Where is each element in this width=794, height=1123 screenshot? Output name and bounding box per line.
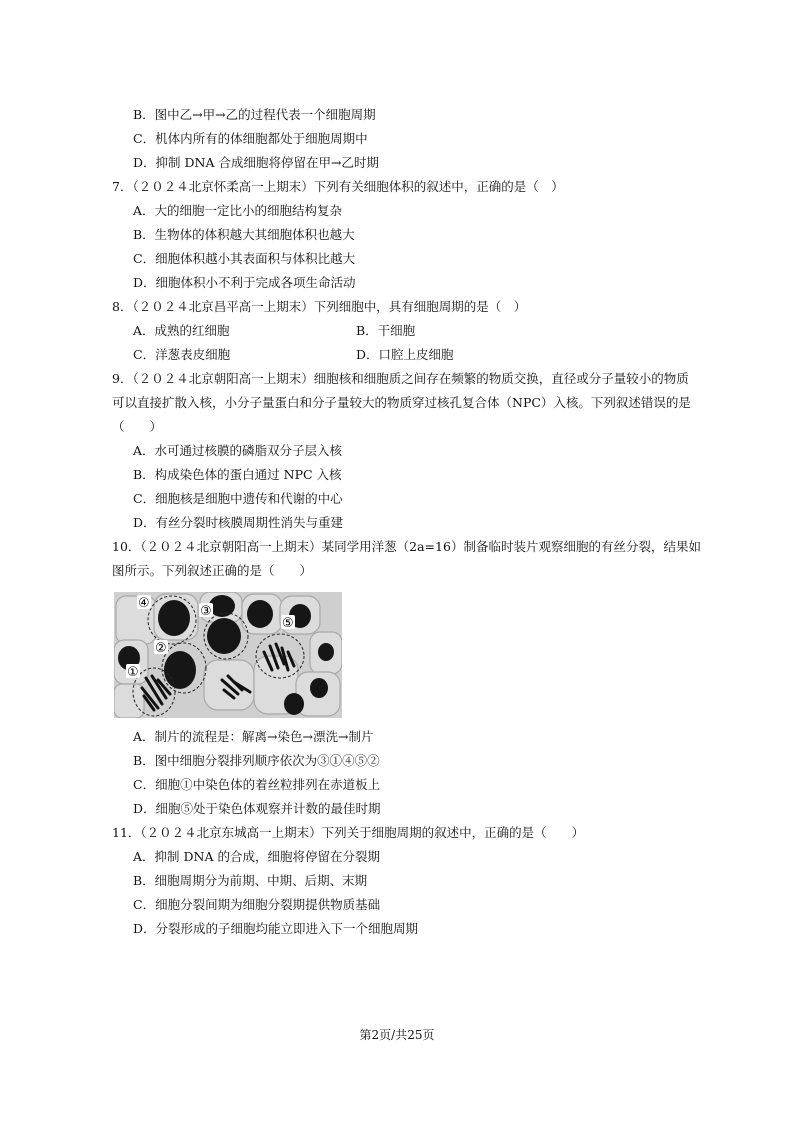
q11-option-d: D．分裂形成的子细胞均能立即进入下一个细胞周期 <box>133 921 419 936</box>
q6-option-b: B．图中乙→甲→乙的过程代表一个细胞周期 <box>133 107 376 122</box>
q9-option-a: A．水可通过核膜的磷脂双分子层入核 <box>133 443 343 458</box>
q9-stem-line2: 可以直接扩散入核，小分子量蛋白和分子量较大的物质穿过核孔复合体（NPC）入核。下列叙述错误的是 <box>112 395 691 410</box>
q8-option-d: D．口腔上皮细胞 <box>356 347 454 362</box>
q11-stem: 11．（２０２４北京东城高一上期末）下列关于细胞周期的叙述中，正确的是（ ） <box>112 825 585 840</box>
q8-stem: 8．（２０２４北京昌平高一上期末）下列细胞中，具有细胞周期的是（ ） <box>112 299 527 314</box>
label-cell-3: ③ <box>200 604 212 619</box>
q9-option-d: D．有丝分裂时核膜周期性消失与重建 <box>133 515 344 530</box>
q7-stem: 7．（２０２４北京怀柔高一上期末）下列有关细胞体积的叙述中，正确的是（ ） <box>112 179 564 194</box>
q8-option-c: C．洋葱表皮细胞 <box>133 347 231 362</box>
label-cell-4: ④ <box>138 596 150 611</box>
label-cell-1: ① <box>127 665 139 680</box>
mitosis-micrograph <box>114 592 342 718</box>
q7-option-a: A．大的细胞一定比小的细胞结构复杂 <box>133 203 343 218</box>
label-cell-2: ② <box>155 641 167 656</box>
q10-stem-line1: 10．（２０２４北京朝阳高一上期末）某同学用洋葱（2a=16）制备临时装片观察细胞的有丝分裂，结果如 <box>112 539 701 554</box>
q11-option-b: B．细胞周期分为前期、中期、后期、末期 <box>133 873 368 888</box>
q10-option-c: C．细胞①中染色体的着丝粒排列在赤道板上 <box>133 777 381 792</box>
q9-option-c: C．细胞核是细胞中遗传和代谢的中心 <box>133 491 343 506</box>
q11-option-a: A．抑制 DNA 的合成，细胞将停留在分裂期 <box>133 849 380 864</box>
q7-option-d: D．细胞体积小不利于完成各项生命活动 <box>133 275 356 290</box>
q7-option-c: C．细胞体积越小其表面积与体积比越大 <box>133 251 356 266</box>
q10-option-b: B．图中细胞分裂排列顺序依次为③①④⑤② <box>133 753 380 768</box>
q9-option-b: B．构成染色体的蛋白通过 NPC 入核 <box>133 467 342 482</box>
q10-option-d: D．细胞⑤处于染色体观察并计数的最佳时期 <box>133 801 381 816</box>
label-cell-5: ⑤ <box>282 616 294 631</box>
q6-option-c: C．机体内所有的体细胞都处于细胞周期中 <box>133 131 368 146</box>
q9-stem-line1: 9．（２０２４北京朝阳高一上期末）细胞核和细胞质之间存在频繁的物质交换，直径或分子量较小的物质 <box>112 371 689 386</box>
q10-stem-line2: 图所示。下列叙述正确的是（ ） <box>112 563 313 578</box>
q11-option-c: C．细胞分裂间期为细胞分裂期提供物质基础 <box>133 897 381 912</box>
q8-option-b: B．干细胞 <box>356 323 416 338</box>
q7-option-b: B．生物体的体积越大其细胞体积也越大 <box>133 227 355 242</box>
q8-option-a: A．成熟的红细胞 <box>133 323 230 338</box>
page-number-footer: 第2页/共25页 <box>359 1028 435 1042</box>
q10-option-a: A．制片的流程是：解离→染色→漂洗→制片 <box>133 729 374 744</box>
q6-option-d: D．抑制 DNA 合成细胞将停留在甲→乙时期 <box>133 155 379 170</box>
q9-stem-line3: （ ） <box>112 419 163 434</box>
